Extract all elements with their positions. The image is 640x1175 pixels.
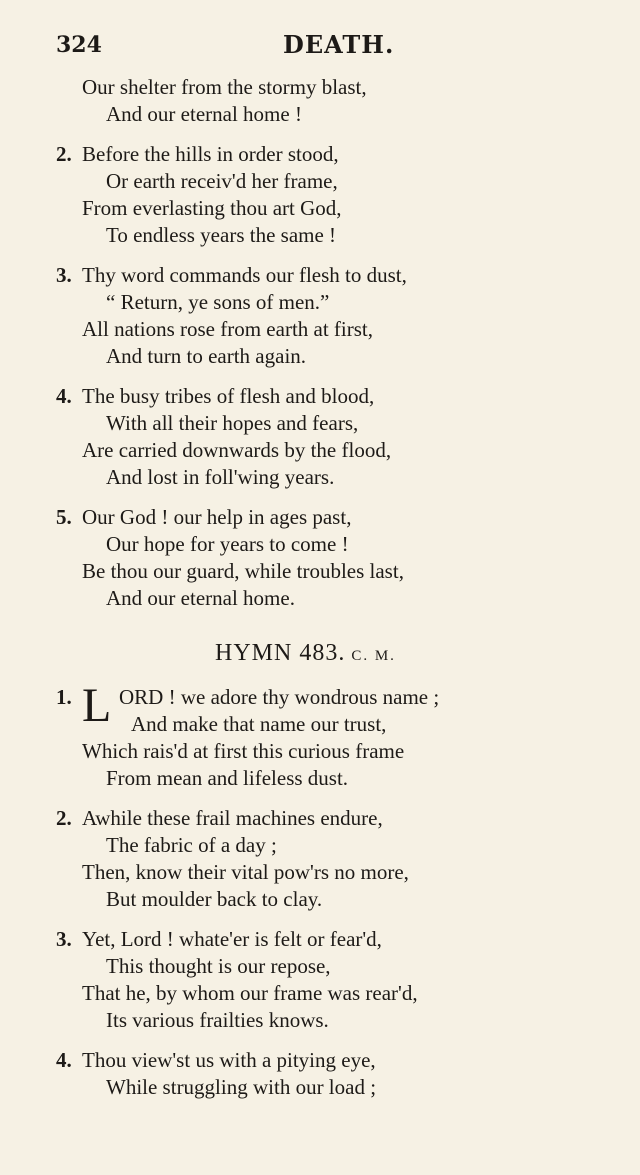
verse-text: Our God ! our help in ages past,: [82, 505, 352, 529]
verse-number-line: [56, 684, 82, 710]
verse-line: And our eternal home !: [106, 102, 302, 126]
verse-text: Thy word commands our flesh to dust,: [82, 263, 407, 287]
verse-line: From everlasting thou art God,: [82, 196, 342, 220]
verse-line: [56, 504, 351, 530]
hymn-meter: C. M.: [351, 648, 396, 664]
verse-line: To endless years the same !: [106, 223, 337, 247]
verse-line: And turn to earth again.: [106, 344, 307, 368]
verse-line: Our shelter from the stormy blast,: [82, 75, 367, 99]
verse-number: 4.: [56, 1048, 72, 1072]
verse-line: [56, 383, 374, 409]
page-header: [0, 30, 640, 64]
verse-line: Be thou our guard, while troubles last,: [82, 559, 404, 583]
verse-text: Before the hills in order stood,: [82, 142, 339, 166]
verse-text: The busy tribes of flesh and blood,: [82, 384, 375, 408]
verse-line: And make that name our trust,: [131, 712, 387, 736]
verse-line: While struggling with our load ;: [106, 1075, 377, 1099]
verse-line: Or earth receiv'd her frame,: [106, 169, 338, 193]
verse-number: 1.: [56, 685, 72, 709]
hymn-title: [215, 640, 396, 667]
verse-line: Our hope for years to come !: [106, 532, 349, 556]
verse-number: 3.: [56, 263, 72, 287]
verse-number: 3.: [56, 927, 72, 951]
verse-line: [56, 805, 383, 831]
verse-line: And our eternal home.: [106, 586, 295, 610]
verse-line: And lost in foll'wing years.: [106, 465, 335, 489]
verse-number: 4.: [56, 384, 72, 408]
verse-text: Yet, Lord ! whate'er is felt or fear'd,: [82, 927, 382, 951]
verse-line: Are carried downwards by the flood,: [82, 438, 392, 462]
verse-line: The fabric of a day ;: [106, 833, 277, 857]
verse-line: That he, by whom our frame was rear'd,: [82, 981, 418, 1005]
verse-line: [56, 1047, 376, 1073]
drop-cap: L: [82, 679, 112, 732]
verse-line: All nations rose from earth at first,: [82, 317, 374, 341]
verse-line: With all their hopes and fears,: [106, 411, 359, 435]
verse-text: Thou view'st us with a pitying eye,: [82, 1048, 376, 1072]
verse-number: 5.: [56, 505, 72, 529]
verse-line: [56, 926, 382, 952]
verse-line: “ Return, ye sons of men.”: [106, 290, 330, 314]
running-title: DEATH.: [283, 30, 395, 59]
verse-line: [56, 141, 339, 167]
verse-line: This thought is our repose,: [106, 954, 331, 978]
verse-line: [56, 262, 407, 288]
verse-line: Then, know their vital pow'rs no more,: [82, 860, 409, 884]
verse-line: But moulder back to clay.: [106, 887, 323, 911]
verse-line: ORD ! we adore thy wondrous name ;: [119, 685, 440, 709]
verse-number: 2.: [56, 142, 72, 166]
page-number: 324: [56, 32, 102, 58]
verse-text: Awhile these frail machines endure,: [82, 806, 383, 830]
verse-line: Which rais'd at first this curious frame: [82, 739, 405, 763]
hymn-number: HYMN 483.: [215, 640, 346, 666]
verse-number: 2.: [56, 806, 72, 830]
verse-line: From mean and lifeless dust.: [106, 766, 349, 790]
verse-line: Its various frailties knows.: [106, 1008, 329, 1032]
